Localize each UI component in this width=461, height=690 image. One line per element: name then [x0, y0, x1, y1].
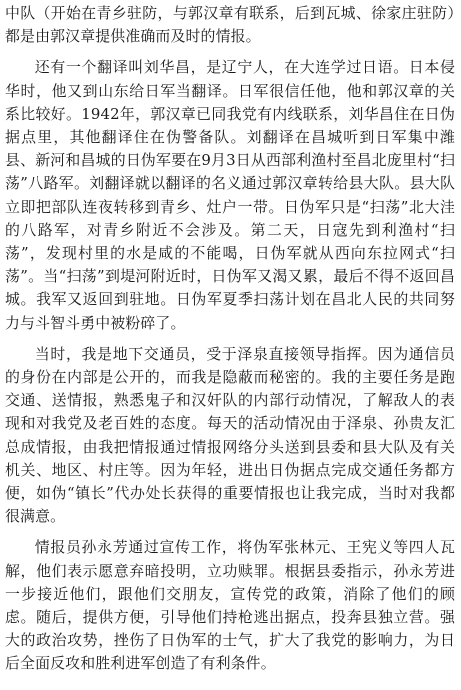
paragraph-2: 还有一个翻译叫刘华昌，是辽宁人，在大连学过日语。日本侵华时，他又到山东给日军当翻译。日军很信任他，他和郭汉章的关系比较好。1942年，郭汉章已同我党有内线联系，刘华昌住在日伪据点里，其他翻译住在伪警备队。刘翻译在昌城听到日军集中潍县、新河和昌城的日伪军要在9月3日从西部利渔村至昌北庞里村“扫荡”八路军。刘翻译就以翻译的名义通过郭汉章转给县大队。县大队立即把部队连夜转移到青乡、灶户一带。日伪军只是“扫荡”北大洼的八路军，对青乡附近不会涉及。第二天，日寇先到利渔村“扫荡”，发现村里的水是咸的不能喝，日伪军就从西向东拉网式“扫荡”。当“扫荡”到堤河附近时，日伪军又渴又累，最后不得不返回昌城。我军又返回到驻地。日伪军夏季扫荡计划在昌北人民的共同努力与斗智斗勇中被粉碎了。 [5, 58, 455, 332]
paragraph-3: 当时，我是地下交通员，受于泽泉直接领导指挥。因为通信员的身份在内部是公开的，而我是隐蔽而秘密的。我的主要任务是跑交通、送情报，熟悉鬼子和汉奸队的内部行动情况，了解敌人的表现和对我党及老百姓的态度。每天的活动情况由于泽泉、孙贵友汇总成情报，由我把情报通过情报网络分头送到县委和县大队及有关机关、地区、村庄等。因为年轻，进出日伪据点完成交通任务都方便，如伪“镇长”代办处长获得的重要情报也让我完成，当时对我都很满意。 [5, 344, 455, 526]
paragraph-1: 中队（开始在青乡驻防，与郭汉章有联系，后到瓦城、徐家庄驻防）都是由郭汉章提供准确而及时的情报。 [5, 4, 455, 46]
paragraph-4: 情报员孙永芳通过宣传工作，将伪军张林元、王宪义等四人瓦解，他们表示愿意弃暗投明，立功赎罪。根据县委指示，孙永芳进一步接近他们，跟他们交朋友，宣传党的政策，消除了他们的顾虑。随后，提供方便，引导他们持枪逃出据点，投奔县独立营。强大的政治攻势，挫伤了日伪军的士气，扩大了我党的影响力，为日后全面反攻和胜利进军创造了有利条件。 [5, 538, 455, 673]
